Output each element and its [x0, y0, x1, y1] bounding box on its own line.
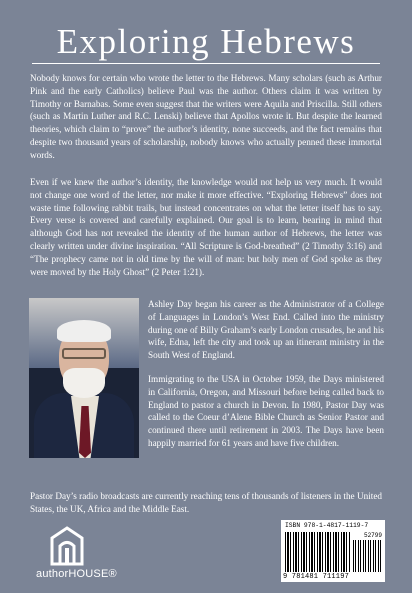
isbn-barcode: [281, 520, 385, 582]
author-bio-paragraph-2: Immigrating to the USA in October 1959, the Days ministered in California, Oregon, and Missouri before being called back to England to pastor a church in Devon. In 1980, Pastor Day was called to the Coeur d’Alene Bible Church as Senior Pastor and continued there until retirement in 2003. The Days have been happily married for 61 years and have five children.: [148, 374, 384, 448]
author-photo: [29, 298, 139, 458]
title-divider: [32, 63, 380, 64]
author-bio-paragraph-1: Ashley Day began his career as the Administrator of a College of Languages in London’s West End. Called into the ministry during one of Billy Graham’s early London crusades, he and his wife, Edna, left the city and took up an itinerant ministry in the South West of England.: [148, 299, 384, 361]
book-title: Exploring Hebrews: [56, 22, 356, 61]
ean-digits: 9 781481 711197: [283, 573, 350, 581]
publisher-name: authorHOUSE®: [36, 568, 117, 580]
description-paragraph: Even if we knew the author’s identity, the knowledge would not help us very much. It would not change one word of the letter, nor make it more effective. “Exploring Hebrews” does not waste time following rabbit trails, but instead concentrates on what the letter itself has to say. Every verse is covered and carefully explained. Our goal is to learn, bearing in mind that although God has not revealed the identity of the human author of Hebrews, the letter was clearly written under divine inspiration. “All Scripture is God-breathed” (2 Timothy 3:16) and “The prophecy came not in old time by the will of man: but holy men of God spoke as they were moved by the Holy Ghost” (2 Peter 1:21).: [30, 177, 382, 277]
ean-bars: [285, 532, 351, 572]
photo-beard: [63, 368, 105, 398]
price-bars: [353, 540, 381, 572]
radio-paragraph: Pastor Day’s radio broadcasts are currently reaching tens of thousands of listeners in the United States, the UK, Africa and the Middle East.: [30, 491, 382, 514]
intro-paragraph: Nobody knows for certain who wrote the letter to the Hebrews. Many scholars (such as Arthur Pink and the early Catholics) believe Paul was the author. Others claim it was written by Timothy or Barnabas. Some even suggest that the writers were Aquila and Priscilla. Still others (such as Martin Luther and R.C. Lenski) believe that Apollos wrote it. But despite the learned theories, which claim to “prove” the author’s identity, none succeeds, and the fact remains that despite two thousand years of scholarship, nobody knows who actually penned these immortal words.: [30, 73, 382, 160]
isbn-number: ISBN 978-1-4817-1119-7: [285, 522, 369, 529]
photo-glasses: [62, 348, 106, 359]
authorhouse-logo-icon: [50, 526, 84, 566]
price-code: 52799: [363, 532, 382, 539]
publisher-logo: [36, 526, 117, 580]
photo-hair: [57, 320, 111, 342]
